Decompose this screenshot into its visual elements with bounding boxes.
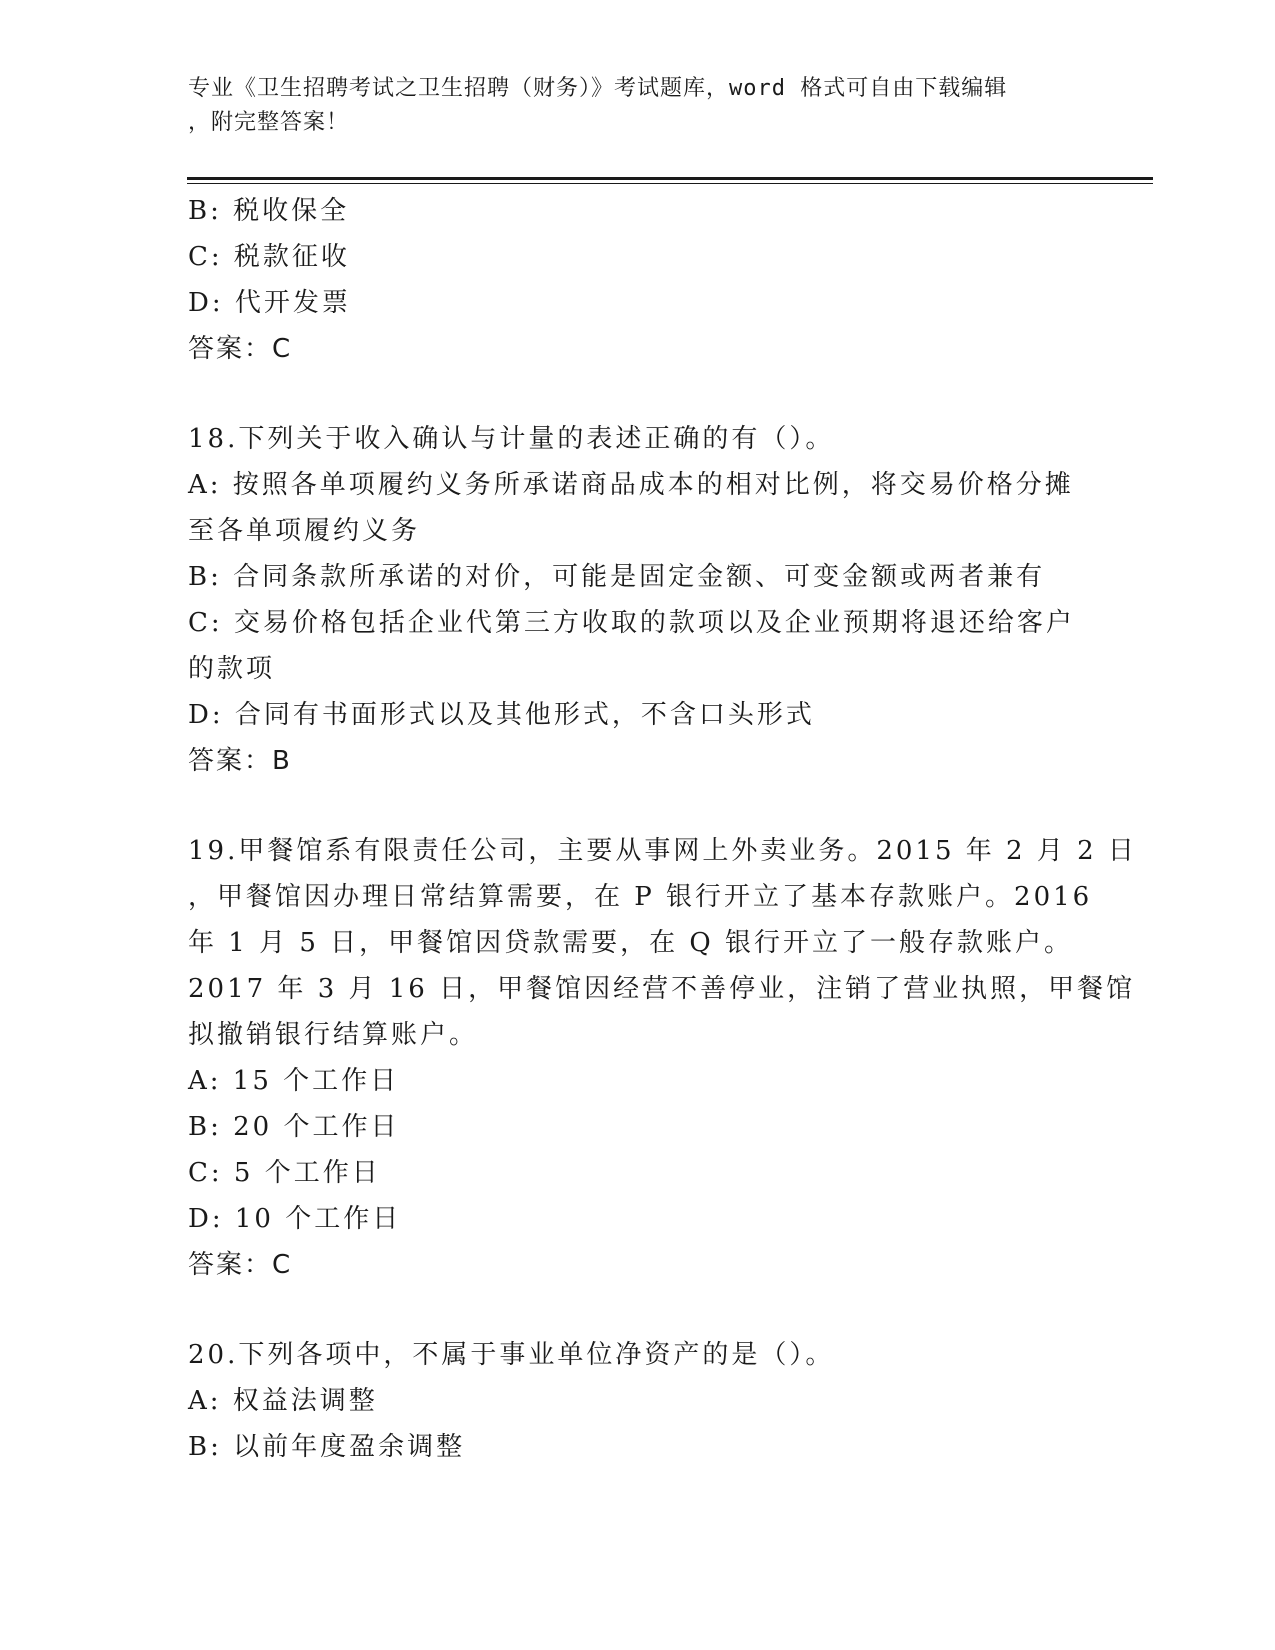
option-d: D: 合同有书面形式以及其他形式，不含口头形式 [188, 700, 815, 730]
spacer [188, 784, 1088, 828]
document-header [188, 72, 1068, 140]
document-body [188, 188, 1137, 1470]
option-c: C: 税款征收 [188, 242, 350, 272]
question-17 [188, 188, 1088, 372]
question-18 [188, 416, 1088, 784]
question-text-line-4: 2017 年 3 月 16 日，甲餐馆因经营不善停业，注销了营业执照，甲餐馆 [188, 974, 1136, 1004]
header-divider-thin [187, 183, 1153, 184]
option-a: A: 权益法调整 [188, 1386, 378, 1416]
answer-line: 答案：C [188, 334, 293, 364]
question-text-line-1: 19.甲餐馆系有限责任公司，主要从事网上外卖业务。2015 年 2 月 2 日 [188, 836, 1137, 866]
header-divider-thick [187, 177, 1153, 180]
question-text: 18.下列关于收入确认与计量的表述正确的有（）。 [188, 424, 835, 454]
header-line-2: ，附完整答案！ [188, 110, 350, 135]
option-c: C: 5 个工作日 [188, 1158, 381, 1188]
question-20 [188, 1332, 1088, 1470]
question-19 [188, 828, 1137, 1288]
question-text-line-5: 拟撤销银行结算账户。 [188, 1020, 479, 1050]
answer-line: 答案：B [188, 746, 292, 776]
option-a: A: 15 个工作日 [188, 1066, 400, 1096]
option-d: D: 10 个工作日 [188, 1204, 402, 1234]
question-text: 20.下列各项中，不属于事业单位净资产的是（）。 [188, 1340, 835, 1370]
option-b: B: 以前年度盈余调整 [188, 1432, 466, 1462]
header-line-1: 专业《卫生招聘考试之卫生招聘（财务）》考试题库，word 格式可自由下载编辑 [188, 76, 1008, 101]
option-c-line-1: C: 交易价格包括企业代第三方收取的款项以及企业预期将退还给客户 [188, 608, 1075, 638]
option-c-line-2: 的款项 [188, 654, 276, 684]
option-b: B: 合同条款所承诺的对价，可能是固定金额、可变金额或两者兼有 [188, 562, 1046, 592]
option-a-line-1: A: 按照各单项履约义务所承诺商品成本的相对比例，将交易价格分摊 [188, 470, 1074, 500]
question-text-line-2: ，甲餐馆因办理日常结算需要，在 P 银行开立了基本存款账户。2016 [188, 882, 1093, 912]
option-b: B: 20 个工作日 [188, 1112, 400, 1142]
option-d: D: 代开发票 [188, 288, 351, 318]
spacer [188, 372, 1088, 416]
question-text-line-3: 年 1 月 5 日，甲餐馆因贷款需要，在 Q 银行开立了一般存款账户。 [188, 928, 1073, 958]
option-a-line-2: 至各单项履约义务 [188, 516, 421, 546]
answer-line: 答案：C [188, 1250, 293, 1280]
spacer [188, 1288, 1088, 1332]
option-b: B: 税收保全 [188, 196, 350, 226]
